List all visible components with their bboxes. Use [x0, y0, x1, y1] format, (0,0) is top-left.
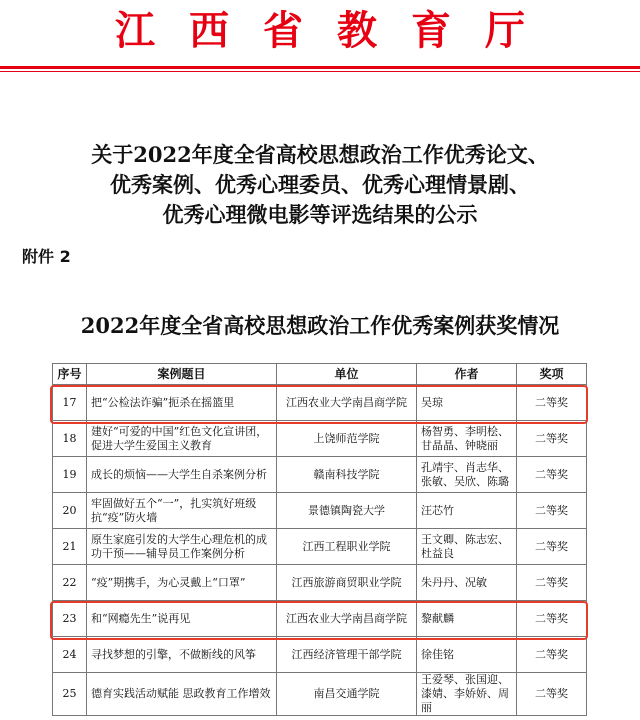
- cell-author: 徐佳铭: [417, 637, 517, 673]
- masthead-char: 江: [115, 7, 155, 54]
- cell-author: 杨智勇、李明桧、甘晶晶、钟晓丽: [417, 421, 517, 457]
- cell-author: 孔靖宇、肖志华、张敏、吴欣、陈璐: [417, 457, 517, 493]
- cell-title: 建好“可爱的中国”红色文化宣讲团，促进大学生爱国主义教育: [87, 421, 277, 457]
- cell-title: 原生家庭引发的大学生心理危机的成功干预——辅导员工作案例分析: [87, 529, 277, 565]
- attachment-label: 附件 2: [22, 247, 71, 266]
- awards-table: [52, 363, 587, 716]
- cell-no: 19: [53, 457, 87, 493]
- table-row: [53, 601, 587, 637]
- cell-award: 二等奖: [517, 601, 587, 637]
- cell-no: 25: [53, 673, 87, 716]
- cell-award: 二等奖: [517, 385, 587, 421]
- table-row: [53, 457, 587, 493]
- table-row: [53, 673, 587, 716]
- masthead: [0, 2, 640, 60]
- header-award: 奖项: [517, 364, 587, 385]
- cell-author: 王爱琴、张国迎、漆婧、李娇娇、周丽: [417, 673, 517, 716]
- table-row: [53, 421, 587, 457]
- cell-unit: 江西工程职业学院: [277, 529, 417, 565]
- notice-title: [0, 140, 640, 230]
- cell-no: 21: [53, 529, 87, 565]
- masthead-char: 厅: [485, 7, 525, 54]
- cell-title: 把“公检法诈骗”扼杀在摇篮里: [87, 385, 277, 421]
- cell-award: 二等奖: [517, 637, 587, 673]
- cell-award: 二等奖: [517, 565, 587, 601]
- table-title: 2022年度全省高校思想政治工作优秀案例获奖情况: [80, 313, 560, 338]
- cell-award: 二等奖: [517, 529, 587, 565]
- masthead-char: 省: [263, 7, 303, 54]
- cell-award: 二等奖: [517, 493, 587, 529]
- cell-author: 汪芯竹: [417, 493, 517, 529]
- cell-no: 17: [53, 385, 87, 421]
- header-title: 案例题目: [87, 364, 277, 385]
- cell-no: 24: [53, 637, 87, 673]
- cell-title: 德育实践活动赋能 思政教育工作增效: [87, 673, 277, 716]
- cell-unit: 上饶师范学院: [277, 421, 417, 457]
- cell-author: 黎献麟: [417, 601, 517, 637]
- table-header-row: [53, 364, 587, 385]
- cell-award: 二等奖: [517, 457, 587, 493]
- table-row: [53, 493, 587, 529]
- cell-title: 牢固做好五个“一”，扎实筑好班级抗“疫”防火墙: [87, 493, 277, 529]
- table-row: [53, 565, 587, 601]
- cell-unit: 赣南科技学院: [277, 457, 417, 493]
- cell-author: 王文卿、陈志宏、杜益良: [417, 529, 517, 565]
- cell-no: 23: [53, 601, 87, 637]
- cell-title: 成长的烦恼——大学生自杀案例分析: [87, 457, 277, 493]
- notice-title-line-1: 关于2022年度全省高校思想政治工作优秀论文、: [91, 142, 549, 167]
- masthead-char: 育: [411, 7, 451, 54]
- table-row: [53, 385, 587, 421]
- cell-award: 二等奖: [517, 421, 587, 457]
- cell-author: 朱丹丹、况敏: [417, 565, 517, 601]
- table-row: [53, 637, 587, 673]
- notice-title-line-3: 优秀心理微电影等评选结果的公示: [162, 202, 478, 227]
- cell-no: 22: [53, 565, 87, 601]
- table-row: [53, 529, 587, 565]
- cell-unit: 江西经济管理干部学院: [277, 637, 417, 673]
- masthead-red-rule-thin: [0, 71, 640, 72]
- header-unit: 单位: [277, 364, 417, 385]
- masthead-char: 西: [189, 7, 229, 54]
- cell-unit: 景德镇陶瓷大学: [277, 493, 417, 529]
- cell-no: 18: [53, 421, 87, 457]
- notice-title-line-2: 优秀案例、优秀心理委员、优秀心理情景剧、: [110, 172, 530, 197]
- cell-no: 20: [53, 493, 87, 529]
- cell-unit: 江西农业大学南昌商学院: [277, 385, 417, 421]
- masthead-title: [115, 7, 525, 54]
- masthead-char: 教: [337, 7, 377, 54]
- cell-unit: 江西农业大学南昌商学院: [277, 601, 417, 637]
- cell-unit: 江西旅游商贸职业学院: [277, 565, 417, 601]
- cell-title: 寻找梦想的引擎，不做断线的风筝: [87, 637, 277, 673]
- cell-award: 二等奖: [517, 673, 587, 716]
- cell-author: 吴琼: [417, 385, 517, 421]
- header-no: 序号: [53, 364, 87, 385]
- cell-title: 和“网瘾先生”说再见: [87, 601, 277, 637]
- header-author: 作者: [417, 364, 517, 385]
- cell-unit: 南昌交通学院: [277, 673, 417, 716]
- cell-title: “疫”期携手，为心灵戴上“口罩”: [87, 565, 277, 601]
- masthead-red-rule: [0, 66, 640, 69]
